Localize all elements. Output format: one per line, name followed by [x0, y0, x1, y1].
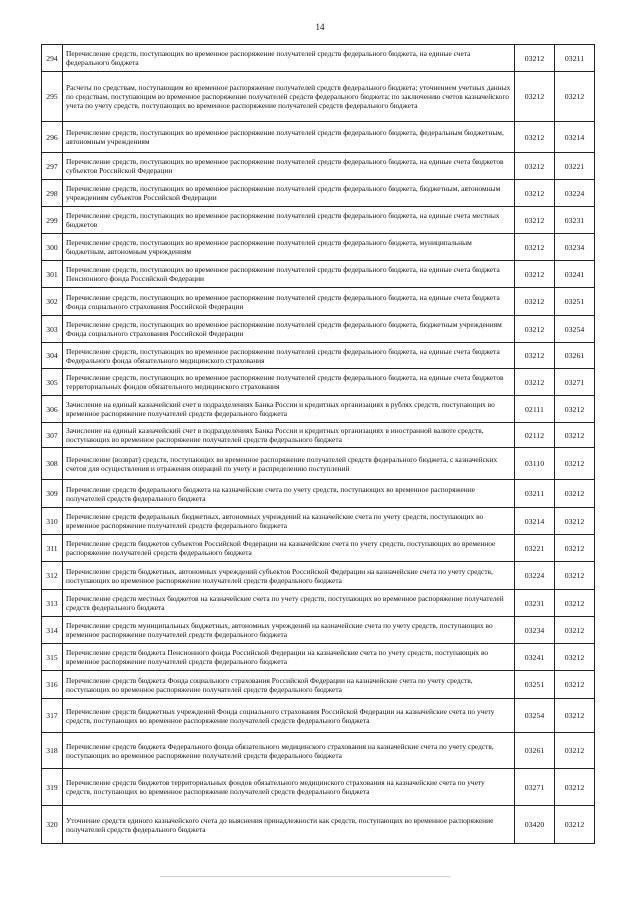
accounts-table-body — [42, 45, 595, 844]
debit-code: 03212 — [515, 207, 555, 234]
credit-code: 03254 — [555, 316, 595, 343]
credit-code: 03212 — [555, 508, 595, 535]
credit-code: 03212 — [555, 769, 595, 806]
table-row — [42, 448, 595, 480]
row-description: Перечисление средств, поступающих во временное распоряжение получателей средств федерального бюджета, бюджетным учреждениям Фонда социального страхования Российской Федерации — [63, 316, 515, 343]
row-number: 295 — [42, 72, 63, 122]
debit-code: 03212 — [515, 369, 555, 396]
table-row — [42, 508, 595, 535]
debit-code: 03212 — [515, 343, 555, 369]
row-number: 317 — [42, 699, 63, 733]
row-number: 314 — [42, 617, 63, 644]
credit-code: 03212 — [555, 535, 595, 562]
debit-code: 03234 — [515, 617, 555, 644]
row-number: 319 — [42, 769, 63, 806]
debit-code: 03212 — [515, 180, 555, 207]
row-number: 302 — [42, 288, 63, 316]
credit-code: 03224 — [555, 180, 595, 207]
table-row — [42, 699, 595, 733]
debit-code: 03214 — [515, 508, 555, 535]
debit-code: 03261 — [515, 733, 555, 769]
row-description: Перечисление средств бюджета Пенсионного фонда Российской Федерации на казначейские счета по учету средств, поступающих во временное распоряжение получателей средств федерального бюджета — [63, 644, 515, 671]
row-description: Перечисление средств бюджетных учреждений Фонда социального страхования Российской Федерации на казначейские счета по учету средств, поступающих во временное распоряжение получателей средств федерального бюджета — [63, 699, 515, 733]
row-number: 310 — [42, 508, 63, 535]
row-number: 303 — [42, 316, 63, 343]
row-number: 308 — [42, 448, 63, 480]
table-row — [42, 617, 595, 644]
row-number: 306 — [42, 396, 63, 423]
row-description: Перечисление средств бюджета Федерального фонда обязательного медицинского страхования на казначейские счета по учету средств, поступающих во временное распоряжение получателей средств федерального бюджета — [63, 733, 515, 769]
debit-code: 03254 — [515, 699, 555, 733]
row-number: 313 — [42, 590, 63, 617]
scan-edge-line — [160, 876, 450, 877]
table-row — [42, 153, 595, 180]
credit-code: 03212 — [555, 733, 595, 769]
row-description: Перечисление средств, поступающих во временное распоряжение получателей средств федерального бюджета, на единые счета бюджета Федерального фонда обязательного медицинского страхования — [63, 343, 515, 369]
table-row — [42, 261, 595, 288]
row-description: Перечисление средств бюджетов субъектов Российской Федерации на казначейские счета по учету средств, поступающих во временное распоряжение получателей средств федерального бюджета — [63, 535, 515, 562]
row-description: Перечисление средств федерального бюджета на казначейские счета по учету средств, поступающих во временное распоряжение получателей средств федерального бюджета — [63, 480, 515, 508]
debit-code: 03212 — [515, 261, 555, 288]
debit-code: 03110 — [515, 448, 555, 480]
row-description: Перечисление средств местных бюджетов на казначейские счета по учету средств, поступающих во временное распоряжение получателей средств федерального бюджета — [63, 590, 515, 617]
debit-code: 02112 — [515, 423, 555, 448]
credit-code: 03261 — [555, 343, 595, 369]
debit-code: 03212 — [515, 122, 555, 153]
table-row — [42, 72, 595, 122]
row-number: 307 — [42, 423, 63, 448]
row-description: Перечисление средств, поступающих во временное распоряжение получателей средств федерального бюджета, на единые счета местных бюджетов — [63, 207, 515, 234]
credit-code: 03251 — [555, 288, 595, 316]
row-description: Перечисление средств, поступающих во временное распоряжение получателей средств федерального бюджета, на единые счета бюджетов субъектов Российской Федерации — [63, 153, 515, 180]
row-description: Перечисление средств, поступающих во временное распоряжение получателей средств федерального бюджета, федеральным бюджетным, автономным учреждениям — [63, 122, 515, 153]
row-description: Перечисление средств федеральных бюджетных, автономных учреждений на казначейские счета по учету средств, поступающих во временное распоряжение получателей средств федерального бюджета — [63, 508, 515, 535]
row-number: 301 — [42, 261, 63, 288]
row-description: Перечисление средств, поступающих во временное распоряжение получателей средств федерального бюджета, бюджетным, автономным учреждениям субъектов Российской Федерации — [63, 180, 515, 207]
row-description: Перечисление средств, поступающих во временное распоряжение получателей средств федерального бюджета, на единые счета бюджета Пенсионного фонда Российской Федерации — [63, 261, 515, 288]
row-number: 311 — [42, 535, 63, 562]
table-row — [42, 45, 595, 72]
credit-code: 03212 — [555, 806, 595, 844]
credit-code: 03271 — [555, 369, 595, 396]
credit-code: 03241 — [555, 261, 595, 288]
debit-code: 02111 — [515, 396, 555, 423]
row-description: Перечисление средств, поступающих во временное распоряжение получателей средств федерального бюджета, на единые счета федерального бюджета — [63, 45, 515, 72]
credit-code: 03212 — [555, 72, 595, 122]
debit-code: 03212 — [515, 72, 555, 122]
credit-code: 03214 — [555, 122, 595, 153]
debit-code: 03420 — [515, 806, 555, 844]
debit-code: 03231 — [515, 590, 555, 617]
credit-code: 03212 — [555, 617, 595, 644]
row-number: 305 — [42, 369, 63, 396]
accounts-table — [41, 44, 595, 844]
row-description: Зачисление на единый казначейский счет в подразделениях Банка России и кредитных организациях в рублях средств, поступающих во временное распоряжение получателей средств федерального бюджета — [63, 396, 515, 423]
credit-code: 03212 — [555, 448, 595, 480]
debit-code: 03241 — [515, 644, 555, 671]
table-row — [42, 644, 595, 671]
table-row — [42, 480, 595, 508]
credit-code: 03212 — [555, 423, 595, 448]
credit-code: 03212 — [555, 396, 595, 423]
row-description: Перечисление (возврат) средств, поступающих во временное распоряжение получателей средств федерального бюджета, с казначейских счетов для осуществления и отражения операций по учету и распределению поступлений — [63, 448, 515, 480]
row-number: 300 — [42, 234, 63, 261]
table-row — [42, 769, 595, 806]
table-row — [42, 562, 595, 590]
table-row — [42, 234, 595, 261]
table-row — [42, 535, 595, 562]
credit-code: 03212 — [555, 699, 595, 733]
row-description: Уточнение средств единого казначейского счета до выяснения принадлежности как средств, поступающих во временное распоряжение получателей средств федерального бюджета — [63, 806, 515, 844]
table-row — [42, 733, 595, 769]
row-number: 296 — [42, 122, 63, 153]
page-number: 14 — [315, 22, 325, 32]
table-row — [42, 343, 595, 369]
debit-code: 03221 — [515, 535, 555, 562]
debit-code: 03212 — [515, 316, 555, 343]
row-number: 304 — [42, 343, 63, 369]
debit-code: 03271 — [515, 769, 555, 806]
row-description: Перечисление средств бюджетных, автономных учреждений субъектов Российской Федерации на казначейские счета по учету средств, поступающих во временное распоряжение получателей средств федерального бюджета — [63, 562, 515, 590]
debit-code: 03211 — [515, 480, 555, 508]
table-row — [42, 396, 595, 423]
row-description: Перечисление средств, поступающих во временное распоряжение получателей средств федерального бюджета, на единые счета бюджетов территориальных фондов обязательного медицинского страхования — [63, 369, 515, 396]
credit-code: 03231 — [555, 207, 595, 234]
table-row — [42, 122, 595, 153]
row-number: 318 — [42, 733, 63, 769]
debit-code: 03224 — [515, 562, 555, 590]
table-row — [42, 207, 595, 234]
debit-code: 03212 — [515, 288, 555, 316]
table-row — [42, 806, 595, 844]
credit-code: 03212 — [555, 480, 595, 508]
debit-code: 03212 — [515, 45, 555, 72]
row-number: 316 — [42, 671, 63, 699]
credit-code: 03212 — [555, 644, 595, 671]
table-row — [42, 288, 595, 316]
row-number: 312 — [42, 562, 63, 590]
row-number: 309 — [42, 480, 63, 508]
row-number: 320 — [42, 806, 63, 844]
row-description: Перечисление средств, поступающих во временное распоряжение получателей средств федерального бюджета, на единые счета бюджета Фонда социального страхования Российской Федерации — [63, 288, 515, 316]
row-description: Перечисление средств бюджета Фонда социального страхования Российской Федерации на казначейские счета по учету средств, поступающих во временное распоряжение получателей средств федерального бюджета — [63, 671, 515, 699]
row-number: 315 — [42, 644, 63, 671]
credit-code: 03212 — [555, 671, 595, 699]
table-row — [42, 590, 595, 617]
row-number: 297 — [42, 153, 63, 180]
credit-code: 03212 — [555, 590, 595, 617]
row-number: 294 — [42, 45, 63, 72]
row-number: 298 — [42, 180, 63, 207]
table-row — [42, 671, 595, 699]
debit-code: 03212 — [515, 234, 555, 261]
row-description: Перечисление средств бюджетов территориальных фондов обязательного медицинского страхования на казначейские счета по учету средств, поступающих во временное распоряжение получателей средств федерального бюджета — [63, 769, 515, 806]
table-row — [42, 369, 595, 396]
table-row — [42, 180, 595, 207]
credit-code: 03234 — [555, 234, 595, 261]
row-description: Расчеты по средствам, поступающим во временное распоряжение получателей средств федерального бюджета; уточнением учетных данных по средствам, поступающим во временное распоряжение получателей средств федерального бюджета; по заключению счетов казначейского учета по учету средств, поступающих во временное распоряжение получателей средств федерального бюджета — [63, 72, 515, 122]
table-row — [42, 423, 595, 448]
debit-code: 03251 — [515, 671, 555, 699]
credit-code: 03211 — [555, 45, 595, 72]
table-row — [42, 316, 595, 343]
row-description: Перечисление средств муниципальных бюджетных, автономных учреждений на казначейские счета по учету средств, поступающих во временное распоряжение получателей средств федерального бюджета — [63, 617, 515, 644]
credit-code: 03221 — [555, 153, 595, 180]
debit-code: 03212 — [515, 153, 555, 180]
row-number: 299 — [42, 207, 63, 234]
row-description: Зачисление на единый казначейский счет в подразделениях Банка России и кредитных организациях в иностранной валюте средств, поступающих во временное распоряжение получателей средств федерального бюджета — [63, 423, 515, 448]
credit-code: 03212 — [555, 562, 595, 590]
row-description: Перечисление средств, поступающих во временное распоряжение получателей средств федерального бюджета, муниципальным бюджетным, автономным учреждениям — [63, 234, 515, 261]
